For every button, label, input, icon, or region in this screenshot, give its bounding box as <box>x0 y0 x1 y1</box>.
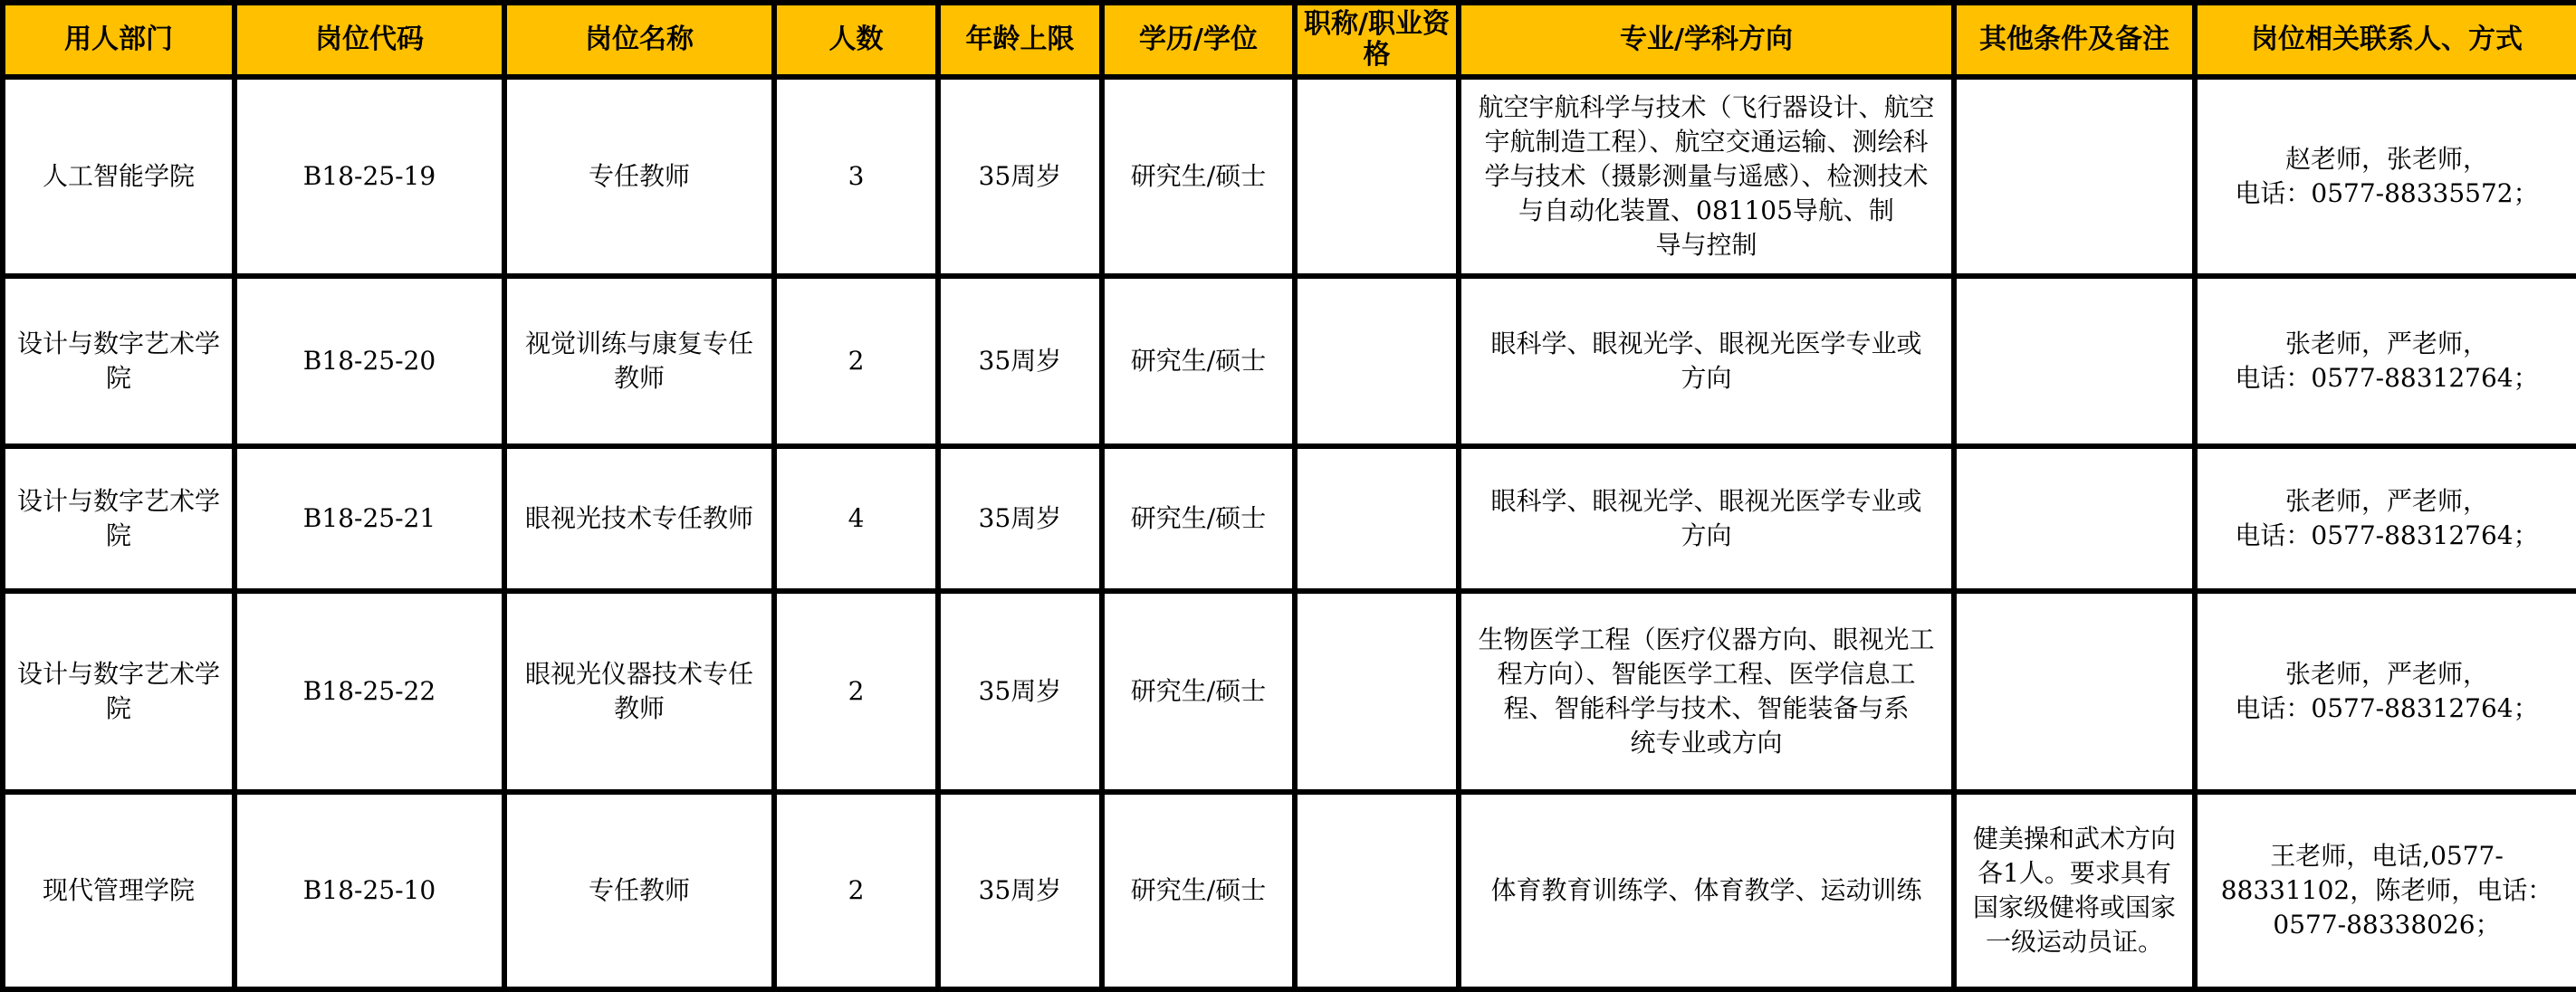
header-count: 人数 <box>774 3 938 77</box>
cell-title: 眼视光仪器技术专任教师 <box>504 591 774 792</box>
cell-age: 35周岁 <box>938 446 1102 591</box>
header-edu: 学历/学位 <box>1102 3 1295 77</box>
table-row <box>3 591 2576 792</box>
cell-prof <box>1295 591 1459 792</box>
header-code: 岗位代码 <box>235 3 504 77</box>
cell-count: 2 <box>774 792 938 989</box>
cell-age: 35周岁 <box>938 792 1102 989</box>
major-text-tail: 方向 <box>1681 363 1732 393</box>
contact-line: 电话：0577-88335572； <box>2235 178 2539 208</box>
cell-major <box>1459 77 1954 276</box>
contact-line: 赵老师，张老师， <box>2284 144 2488 174</box>
contact-line: 王老师，电话,0577-88331102，陈老师，电话：0577-88338026； <box>2220 841 2553 940</box>
cell-title: 专任教师 <box>504 792 774 989</box>
cell-notes: 健美操和武术方向各1人。要求具有国家级健将或国家一级运动员证。 <box>1954 792 2195 989</box>
cell-edu: 研究生/硕士 <box>1102 77 1295 276</box>
cell-title: 视觉训练与康复专任教师 <box>504 276 774 446</box>
cell-notes <box>1954 77 2195 276</box>
header-row <box>3 3 2576 77</box>
cell-notes <box>1954 446 2195 591</box>
cell-code: B18-25-22 <box>235 591 504 792</box>
header-major: 专业/学科方向 <box>1459 3 1954 77</box>
cell-dept: 设计与数字艺术学院 <box>3 591 235 792</box>
cell-count: 2 <box>774 591 938 792</box>
major-text: 航空宇航科学与技术（飞行器设计、航空宇航制造工程）、航空交通运输、测绘科学与技术（摄影测量与遥感）、检测技术与自动化装置、081105导航、制 <box>1478 92 1935 225</box>
cell-prof <box>1295 792 1459 989</box>
cell-count: 3 <box>774 77 938 276</box>
major-text-tail: 方向 <box>1681 520 1732 550</box>
cell-edu: 研究生/硕士 <box>1102 446 1295 591</box>
header-notes: 其他条件及备注 <box>1954 3 2195 77</box>
major-text-tail: 导与控制 <box>1655 230 1757 260</box>
cell-contact <box>2195 77 2576 276</box>
table-row <box>3 446 2576 591</box>
cell-dept: 人工智能学院 <box>3 77 235 276</box>
table-row <box>3 77 2576 276</box>
cell-count: 4 <box>774 446 938 591</box>
cell-code: B18-25-20 <box>235 276 504 446</box>
header-age: 年龄上限 <box>938 3 1102 77</box>
cell-count: 2 <box>774 276 938 446</box>
contact-line: 张老师，严老师， <box>2284 659 2488 689</box>
cell-major <box>1459 446 1954 591</box>
cell-title: 专任教师 <box>504 77 774 276</box>
major-text: 生物医学工程（医疗仪器方向、眼视光工程方向）、智能医学工程、医学信息工程、智能科学与技术、智能装备与系 <box>1478 625 1935 723</box>
contact-line: 张老师，严老师， <box>2284 329 2488 358</box>
cell-dept: 设计与数字艺术学院 <box>3 446 235 591</box>
major-text-tail: 统专业或方向 <box>1630 728 1783 758</box>
cell-dept: 现代管理学院 <box>3 792 235 989</box>
cell-notes <box>1954 276 2195 446</box>
table-row <box>3 276 2576 446</box>
contact-line: 电话：0577-88312764； <box>2235 363 2539 393</box>
cell-major <box>1459 792 1954 989</box>
cell-edu: 研究生/硕士 <box>1102 276 1295 446</box>
header-prof: 职称/职业资格 <box>1295 3 1459 77</box>
cell-age: 35周岁 <box>938 276 1102 446</box>
contact-line: 张老师，严老师， <box>2284 486 2488 516</box>
table-row <box>3 792 2576 989</box>
cell-title: 眼视光技术专任教师 <box>504 446 774 591</box>
cell-contact <box>2195 276 2576 446</box>
cell-edu: 研究生/硕士 <box>1102 792 1295 989</box>
cell-prof <box>1295 276 1459 446</box>
cell-notes <box>1954 591 2195 792</box>
header-contact: 岗位相关联系人、方式 <box>2195 3 2576 77</box>
cell-major <box>1459 276 1954 446</box>
contact-line: 电话：0577-88312764； <box>2235 520 2539 550</box>
cell-code: B18-25-19 <box>235 77 504 276</box>
major-text: 体育教育训练学、体育教学、运动训练 <box>1490 875 1922 905</box>
cell-contact <box>2195 446 2576 591</box>
cell-contact <box>2195 792 2576 989</box>
cell-contact <box>2195 591 2576 792</box>
cell-code: B18-25-21 <box>235 446 504 591</box>
cell-age: 35周岁 <box>938 77 1102 276</box>
cell-edu: 研究生/硕士 <box>1102 591 1295 792</box>
cell-prof <box>1295 77 1459 276</box>
cell-prof <box>1295 446 1459 591</box>
cell-code: B18-25-10 <box>235 792 504 989</box>
cell-major <box>1459 591 1954 792</box>
cell-dept: 设计与数字艺术学院 <box>3 276 235 446</box>
cell-age: 35周岁 <box>938 591 1102 792</box>
header-title: 岗位名称 <box>504 3 774 77</box>
contact-line: 电话：0577-88312764； <box>2235 693 2539 723</box>
header-dept: 用人部门 <box>3 3 235 77</box>
major-text: 眼科学、眼视光学、眼视光医学专业或 <box>1490 486 1922 516</box>
major-text: 眼科学、眼视光学、眼视光医学专业或 <box>1490 329 1922 358</box>
